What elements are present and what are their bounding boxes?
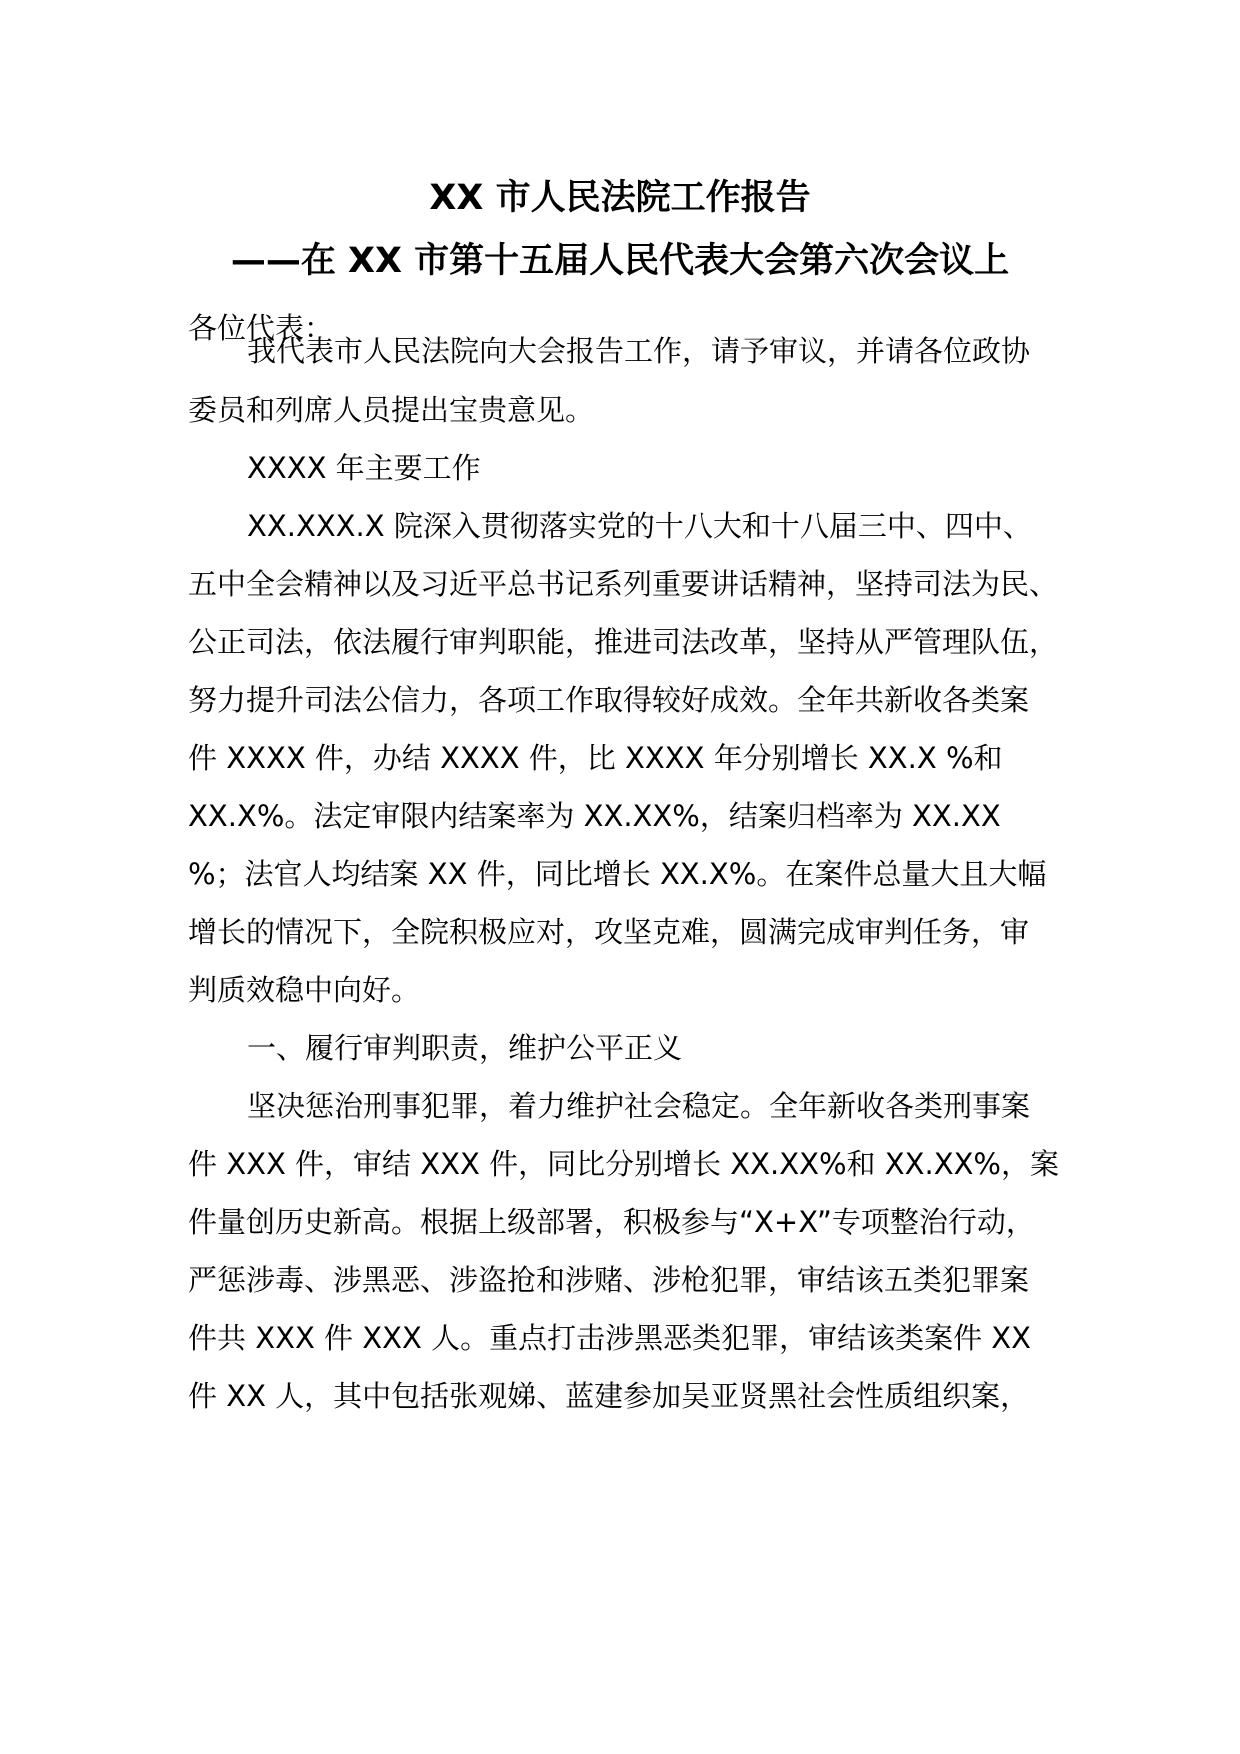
paragraph-line: 件 XX 人，其中包括张观娣、蓝建参加吴亚贤黑社会性质组织案， bbox=[188, 1379, 1030, 1413]
paragraph-line: 努力提升司法公信力，各项工作取得较好成效。全年共新收各类案 bbox=[188, 683, 1030, 717]
section-heading: 一、履行审判职责，维护公平正义 bbox=[247, 1031, 683, 1065]
paragraph-line: 我代表市人民法院向大会报告工作，请予审议，并请各位政协 bbox=[247, 334, 1031, 368]
paragraph-line: 坚决惩治刑事犯罪，着力维护社会稳定。全年新收各类刑事案 bbox=[247, 1089, 1031, 1123]
document-title: XX 市人民法院工作报告 bbox=[429, 178, 811, 218]
paragraph-line: 增长的情况下，全院积极应对，攻坚克难，圆满完成审判任务，审 bbox=[188, 915, 1030, 949]
paragraph-line: 件量创历史新高。根据上级部署，积极参与“X+X”专项整治行动， bbox=[188, 1205, 1035, 1239]
document-subtitle: ——在 XX 市第十五届人民代表大会第六次会议上 bbox=[230, 241, 1010, 281]
paragraph-line: 件 XXXX 件，办结 XXXX 件，比 XXXX 年分别增长 XX.X %和 bbox=[188, 741, 1003, 775]
paragraph-line: 公正司法，依法履行审判职能，推进司法改革，坚持从严管理队伍， bbox=[188, 625, 1059, 659]
paragraph-line: 五中全会精神以及习近平总书记系列重要讲话精神，坚持司法为民、 bbox=[188, 567, 1059, 601]
paragraph-line: XX.X%。法定审限内结案率为 XX.XX%，结案归档率为 XX.XX bbox=[188, 799, 1001, 833]
paragraph-line: XX.XXX.X 院深入贯彻落实党的十八大和十八届三中、四中、 bbox=[247, 509, 1032, 543]
paragraph-line: 严惩涉毒、涉黑恶、涉盗抢和涉赌、涉枪犯罪，审结该五类犯罪案 bbox=[188, 1263, 1030, 1297]
section-heading: XXXX 年主要工作 bbox=[247, 451, 481, 485]
paragraph-line: 件共 XXX 件 XXX 人。重点打击涉黑恶类犯罪，审结该类案件 XX bbox=[188, 1321, 1032, 1355]
salutation: 各位代表： bbox=[188, 311, 334, 345]
paragraph-line: 件 XXX 件，审结 XXX 件，同比分别增长 XX.XX%和 XX.XX%，案 bbox=[188, 1147, 1059, 1181]
paragraph-line: %；法官人均结案 XX 件，同比增长 XX.X%。在案件总量大且大幅 bbox=[188, 857, 1047, 891]
paragraph-line: 委员和列席人员提出宝贵意见。 bbox=[188, 393, 595, 427]
paragraph-line: 判质效稳中向好。 bbox=[188, 973, 421, 1007]
